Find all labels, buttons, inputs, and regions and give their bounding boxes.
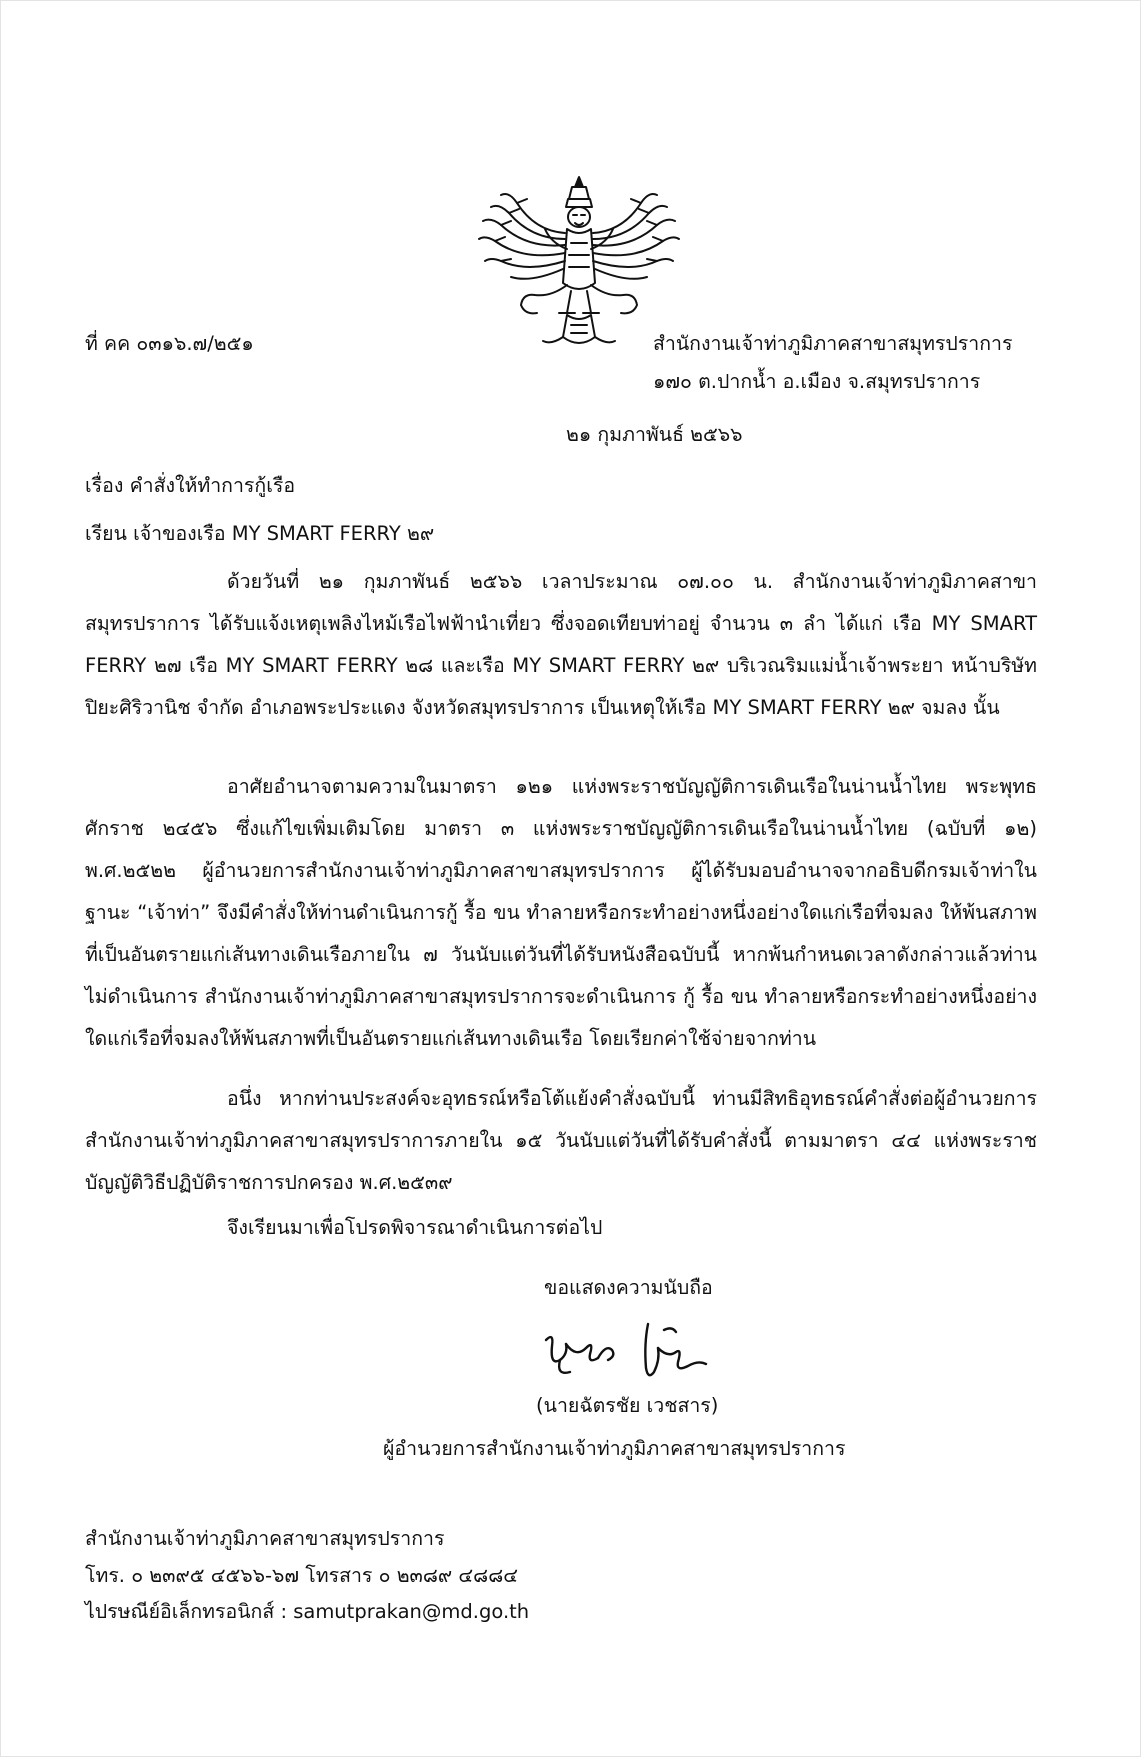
subject-line: เรื่อง คำสั่งให้ทำการกู้เรือ [85, 474, 296, 497]
footer-phone: โทร. ๐ ๒๓๙๕ ๔๕๖๖-๖๗ โทรสาร ๐ ๒๓๘๙ ๔๘๘๔ [85, 1564, 519, 1587]
handwritten-signature [536, 1314, 726, 1389]
body-paragraph-3-text: อนึ่ง หากท่านประสงค์จะอุทธรณ์หรือโต้แย้งคำสั่งฉบับนี้ ท่านมีสิทธิอุทธรณ์คำสั่งต่อผู้อำนวยการสำนักงานเจ้าท่าภูมิภาคสาขาสมุทรปราการภายใน ๑๕ วันนับแต่วันที่ได้รับคำสั่งนี้ ตามมาตรา ๔๔ แห่งพระราชบัญญัติวิธีปฏิบัติราชการปกครอง พ.ศ.๒๕๓๙ [85, 1087, 1037, 1194]
office-name: สำนักงานเจ้าท่าภูมิภาคสาขาสมุทรปราการ [653, 332, 1013, 355]
garuda-emblem [471, 173, 687, 353]
closing-line: จึงเรียนมาเพื่อโปรดพิจารณาดำเนินการต่อไป [227, 1216, 603, 1239]
signer-position: ผู้อำนวยการสำนักงานเจ้าท่าภูมิภาคสาขาสมุทรปราการ [383, 1437, 846, 1460]
signer-name: (นายฉัตรชัย เวชสาร) [536, 1394, 719, 1417]
reference-number: ที่ คค ๐๓๑๖.๗/๒๕๑ [85, 332, 254, 355]
body-paragraph-3 [85, 1078, 1037, 1204]
body-paragraph-1 [85, 561, 1037, 729]
body-paragraph-2-text: อาศัยอำนาจตามความในมาตรา ๑๒๑ แห่งพระราชบัญญัติการเดินเรือในน่านน้ำไทย พระพุทธศักราช ๒๔๕๖ ซึ่งแก้ไขเพิ่มเติมโดย มาตรา ๓ แห่งพระราชบัญญัติการเดินเรือในน่านน้ำไทย (ฉบับที่ ๑๒) พ.ศ.๒๕๒๒ ผู้อำนวยการสำนักงานเจ้าท่าภูมิภาคสาขาสมุทรปราการ ผู้ได้รับมอบอำนาจจากอธิบดีกรมเจ้าท่าในฐานะ “เจ้าท่า” จึงมีคำสั่งให้ท่านดำเนินการกู้ รื้อ ขน ทำลายหรือกระทำอย่างหนึ่งอย่างใดแก่เรือที่จมลง ให้พ้นสภาพที่เป็นอันตรายแก่เส้นทางเดินเรือภายใน ๗ วันนับแต่วันที่ได้รับหนังสือฉบับนี้ หากพ้นกำหนดเวลาดังกล่าวแล้วท่านไม่ดำเนินการ สำนักงานเจ้าท่าภูมิภาคสาขาสมุทรปราการจะดำเนินการ กู้ รื้อ ขน ทำลายหรือกระทำอย่างหนึ่งอย่างใดแก่เรือที่จมลงให้พ้นสภาพที่เป็นอันตรายแก่เส้นทางเดินเรือ โดยเรียกค่าใช้จ่ายจากท่าน [85, 775, 1037, 1050]
footer-email: ไปรษณีย์อิเล็กทรอนิกส์ : samutprakan@md.go.th [85, 1600, 530, 1623]
salutation-line: เรียน เจ้าของเรือ MY SMART FERRY ๒๙ [85, 522, 435, 545]
regards-line: ขอแสดงความนับถือ [544, 1276, 713, 1299]
body-paragraph-1-text: ด้วยวันที่ ๒๑ กุมภาพันธ์ ๒๕๖๖ เวลาประมาณ ๐๗.๐๐ น. สำนักงานเจ้าท่าภูมิภาคสาขาสมุทรปราการ ได้รับแจ้งเหตุเพลิงไหม้เรือไฟฟ้านำเที่ยว ซึ่งจอดเทียบท่าอยู่ จำนวน ๓ ลำ ได้แก่ เรือ MY SMART FERRY ๒๗ เรือ MY SMART FERRY ๒๘ และเรือ MY SMART FERRY ๒๙ บริเวณริมแม่น้ำเจ้าพระยา หน้าบริษัท ปิยะศิริวานิช จำกัด อำเภอพระประแดง จังหวัดสมุทรปราการ เป็นเหตุให้เรือ MY SMART FERRY ๒๙ จมลง นั้น [85, 570, 1037, 719]
office-address: ๑๗๐ ต.ปากน้ำ อ.เมือง จ.สมุทรปราการ [653, 370, 981, 393]
footer-office: สำนักงานเจ้าท่าภูมิภาคสาขาสมุทรปราการ [85, 1527, 445, 1550]
letter-date: ๒๑ กุมภาพันธ์ ๒๕๖๖ [566, 423, 743, 446]
body-paragraph-2 [85, 766, 1037, 1060]
